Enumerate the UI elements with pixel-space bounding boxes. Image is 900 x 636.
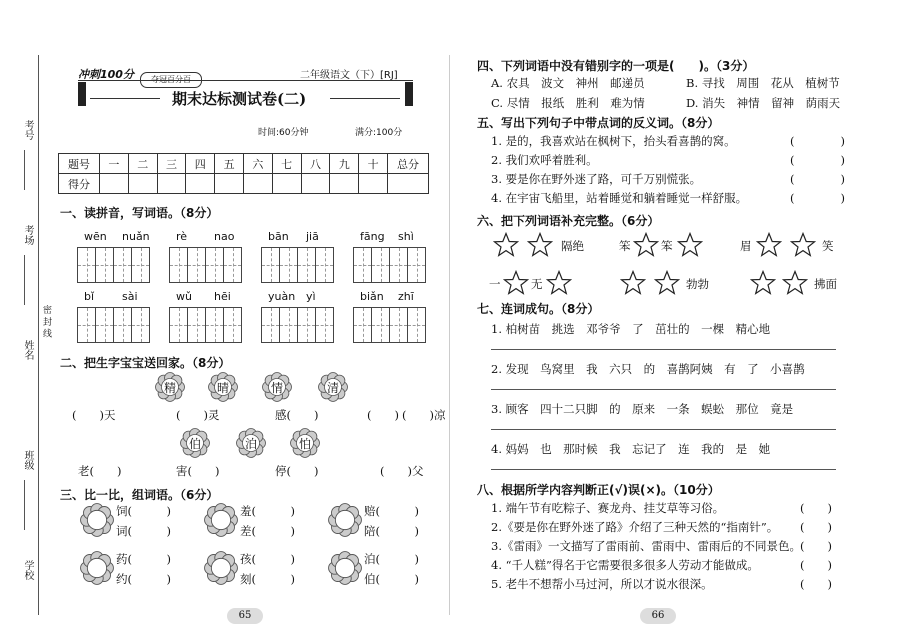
writing-grid[interactable] [170,307,242,343]
section-6-title: 六、把下列词语补充完整。（6分） [477,214,660,228]
compare-word[interactable]: 刻( ) [240,572,295,586]
compare-word[interactable]: 赔( ) [364,504,419,518]
score-cell[interactable] [157,174,186,194]
idiom-char: 勃勃 [686,277,709,291]
margin-label-xuexiao: 学校 [22,560,33,580]
star-icon[interactable] [493,232,519,258]
star-icon[interactable] [750,270,776,296]
page-title: 期末达标测试卷(二) [172,90,307,108]
idiom-char: 笑 [822,239,834,253]
pinyin-syllable: bān [268,230,289,243]
grid-cell[interactable] [371,307,390,343]
grid-cell[interactable] [223,307,242,343]
compare-word[interactable]: 羞( ) [240,504,295,518]
idiom-char: 笨 [619,239,631,253]
header-bar-right [405,82,413,106]
pinyin-syllable: yì [306,290,316,303]
compare-word[interactable]: 孩( ) [240,552,295,566]
grid-cell[interactable] [297,307,316,343]
flower-char: 情 [270,381,283,395]
page-number-right: 66 [640,608,676,624]
score-header-cell: 十 [359,154,388,174]
grid-cell[interactable] [131,307,150,343]
score-header-cell: 九 [330,154,359,174]
flower-icon [80,551,114,585]
fill-blank[interactable]: ( )父 [380,464,424,478]
grid-cell[interactable] [187,307,206,343]
score-header-cell: 题号 [59,154,100,174]
grid-cell[interactable] [95,307,114,343]
judge-statement: 3.《雷雨》一文描写了雷雨前、雷雨中、雷雨后的不同景色。 [491,539,801,553]
grid-cell[interactable] [261,307,280,343]
pinyin-syllable: shì [398,230,414,243]
score-cell[interactable] [330,174,359,194]
pinyin-syllable: wǔ [176,290,192,303]
score-header-cell: 五 [215,154,244,174]
judge-blank[interactable]: ( ) [800,558,832,572]
answer-blank[interactable]: ( ) [790,172,845,186]
title-rule-right [330,98,400,99]
compare-word[interactable]: 饲( ) [116,504,171,518]
grid-cell[interactable] [169,247,188,283]
section-7-title: 七、连词成句。（8分） [477,302,600,316]
star-icon[interactable] [756,232,782,258]
idiom-char: 隔绝 [561,239,584,253]
margin-label-kaohao: 考号 [22,120,33,140]
s4-option-a: A. 农具 波文 神州 邮递员 [491,76,645,90]
header-rule [78,80,413,81]
score-header-cell: 六 [243,154,272,174]
judge-statement: 2.《要是你在野外迷了路》介绍了三种天然的“指南针”。 [491,520,779,534]
score-cell[interactable] [388,174,429,194]
fill-blank[interactable]: ( )天 [72,408,116,422]
grid-cell[interactable] [353,307,372,343]
flower-char: 晴 [216,381,229,395]
s4-option-b: B. 寻找 周围 花从 植树节 [686,76,840,90]
score-cell[interactable] [359,174,388,194]
score-cell[interactable] [272,174,301,194]
compare-word[interactable]: 泊( ) [364,552,419,566]
margin-label-banji: 班级 [22,450,33,470]
grid-cell[interactable] [371,247,390,283]
grade-label: 二年级语文（下）[RJ] [300,70,398,81]
flower-icon [328,503,362,537]
grid-cell[interactable] [77,247,96,283]
star-icon[interactable] [633,232,659,258]
writing-grid[interactable] [354,247,426,283]
pinyin-syllable: nao [214,230,235,243]
margin-label-kaochang: 考场 [22,225,33,245]
flower-icon [204,503,238,537]
score-header-cell: 总分 [388,154,429,174]
s4-option-d: D. 消失 神情 留神 荫雨天 [686,96,841,110]
idiom-char: 拂面 [814,277,837,291]
score-cell[interactable] [186,174,215,194]
pinyin-syllable: hēi [214,290,231,303]
star-icon[interactable] [620,270,646,296]
score-cell[interactable] [301,174,330,194]
answer-line[interactable] [491,429,836,430]
fill-blank[interactable]: ( )灵 [176,408,220,422]
grid-cell[interactable] [113,247,132,283]
badge: 夺冠百分百 [140,72,202,88]
writing-grid[interactable] [354,307,426,343]
pinyin-syllable: jiā [306,230,319,243]
section-1-title: 一、读拼音，写词语。（8分） [60,206,219,220]
fill-blank[interactable]: ( ) [367,408,399,422]
grid-cell[interactable] [113,307,132,343]
compare-word[interactable]: 药( ) [116,552,171,566]
judge-blank[interactable]: ( ) [800,539,832,553]
margin-blank-line [24,480,26,530]
compare-word[interactable]: 词( ) [116,524,171,538]
section-8-title: 八、根据所学内容判断正(√)误(×)。（10分） [477,483,720,497]
compare-word[interactable]: 陪( ) [364,524,419,538]
time-limit: 时间:60分钟 [258,128,309,138]
judge-blank[interactable]: ( ) [800,501,832,515]
grid-cell[interactable] [223,247,242,283]
score-header-cell: 四 [186,154,215,174]
compare-word[interactable]: 伯( ) [364,572,419,586]
compare-word[interactable]: 差( ) [240,524,295,538]
grid-cell[interactable] [407,307,426,343]
fill-blank[interactable]: 害( ) [176,464,220,478]
writing-grid[interactable] [262,307,334,343]
pinyin-syllable: wēn [84,230,107,243]
judge-statement: 5. 老牛不想帮小马过河，所以才说水很深。 [491,577,713,591]
pinyin-syllable: bǐ [84,290,95,303]
margin-label-xingming: 姓名 [22,340,33,360]
grid-cell[interactable] [169,307,188,343]
flower-icon [80,503,114,537]
score-cell[interactable] [100,174,129,194]
antonym-sentence: 1. 是的，我喜欢站在枫树下，抬头看喜鹊的窝。 [491,134,736,148]
s4-option-c: C. 尽情 报纸 胜利 难为情 [491,96,645,110]
grid-cell[interactable] [131,247,150,283]
grid-cell[interactable] [279,247,298,283]
fill-blank[interactable]: 感( ) [275,408,319,422]
pinyin-syllable: fāng [360,230,385,243]
answer-line[interactable] [491,469,836,470]
grid-cell[interactable] [261,247,280,283]
judge-blank[interactable]: ( ) [800,520,832,534]
score-cell[interactable] [128,174,157,194]
score-table [58,153,429,194]
answer-line[interactable] [491,349,836,350]
grid-cell[interactable] [315,307,334,343]
word-list: 2. 发现 鸟窝里 我 六只 的 喜鹊阿姨 有 了 小喜鹊 [491,362,805,376]
grid-cell[interactable] [205,247,224,283]
grid-cell[interactable] [407,247,426,283]
score-header-cell: 三 [157,154,186,174]
header-bar-left [78,82,86,106]
star-icon[interactable] [782,270,808,296]
fill-blank[interactable]: 老( ) [78,464,122,478]
answer-line[interactable] [491,389,836,390]
fill-blank[interactable]: 停( ) [275,464,319,478]
pinyin-syllable: rè [176,230,188,243]
grid-cell[interactable] [95,247,114,283]
antonym-sentence: 4. 在宇宙飞船里，站着睡觉和躺着睡觉一样舒服。 [491,191,748,205]
score-cell[interactable] [215,174,244,194]
writing-grid[interactable] [170,247,242,283]
pinyin-syllable: zhī [398,290,414,303]
grid-cell[interactable] [205,307,224,343]
star-icon[interactable] [654,270,680,296]
star-icon[interactable] [677,232,703,258]
grid-cell[interactable] [389,247,408,283]
star-icon[interactable] [503,270,529,296]
idiom-char: 无 [531,277,543,291]
margin-blank-line [24,255,26,305]
writing-grid[interactable] [78,247,150,283]
writing-grid[interactable] [262,247,334,283]
judge-blank[interactable]: ( ) [800,577,832,591]
flower-icon [328,551,362,585]
section-2-title: 二、把生字宝宝送回家。（8分） [60,356,231,370]
section-3-title: 三、比一比，组词语。（6分） [60,488,219,502]
pinyin-syllable: nuǎn [122,230,150,243]
margin-label-mifeng: 密 封 线 [41,305,51,338]
score-header-cell: 八 [301,154,330,174]
section-4-title: 四、下列词语中没有错别字的一项是( )。（3分） [477,59,755,73]
compare-word[interactable]: 约( ) [116,572,171,586]
grid-cell[interactable] [279,307,298,343]
answer-blank[interactable]: ( ) [790,134,845,148]
idiom-char: 一 [489,277,501,291]
pinyin-syllable: yuàn [268,290,296,303]
antonym-sentence: 2. 我们欢呼着胜利。 [491,153,598,167]
flower-char: 泊 [244,437,257,451]
margin-blank-line [24,150,26,190]
page-divider [449,55,451,615]
star-icon[interactable] [790,232,816,258]
grid-cell[interactable] [353,247,372,283]
score-header-cell: 二 [128,154,157,174]
grid-cell[interactable] [389,307,408,343]
judge-statement: 1. 端午节有吃粽子、赛龙舟、挂艾草等习俗。 [491,501,725,515]
judge-statement: 4. “千人糕”得名于它需要很多很多人劳动才能做成。 [491,558,759,572]
full-score: 满分:100分 [355,128,403,138]
score-header-cell: 一 [100,154,129,174]
antonym-sentence: 3. 要是你在野外迷了路，可千万别慌张。 [491,172,702,186]
fill-blank[interactable]: ( )凉 [402,408,446,422]
page-number-left: 65 [227,608,263,624]
score-header-cell: 七 [272,154,301,174]
writing-grid[interactable] [78,307,150,343]
answer-blank[interactable]: ( ) [790,153,845,167]
score-cell: 得分 [59,174,100,194]
star-icon[interactable] [546,270,572,296]
pinyin-syllable: sài [122,290,138,303]
grid-cell[interactable] [77,307,96,343]
answer-blank[interactable]: ( ) [790,191,845,205]
flower-char: 清 [326,381,339,395]
flower-char: 精 [163,381,176,395]
star-icon[interactable] [527,232,553,258]
section-5-title: 五、写出下列句子中带点词的反义词。（8分） [477,116,720,130]
idiom-char: 笨 [661,239,673,253]
flower-icon [204,551,238,585]
idiom-char: 眉 [740,239,752,253]
grid-cell[interactable] [315,247,334,283]
score-cell[interactable] [243,174,272,194]
pinyin-syllable: biǎn [360,290,384,303]
grid-cell[interactable] [187,247,206,283]
title-rule-left [90,98,160,99]
grid-cell[interactable] [297,247,316,283]
flower-char: 伯 [188,437,201,451]
word-list: 4. 妈妈 也 那时候 我 忘记了 连 我的 是 她 [491,442,771,456]
word-list: 3. 顾客 四十二只脚 的 原来 一条 蜈蚣 那位 竟是 [491,402,794,416]
flower-char: 怕 [298,437,311,451]
brand-text: 冲刺100分 [78,68,134,81]
word-list: 1. 柏树苗 挑选 邓爷爷 了 茁壮的 一棵 精心地 [491,322,771,336]
